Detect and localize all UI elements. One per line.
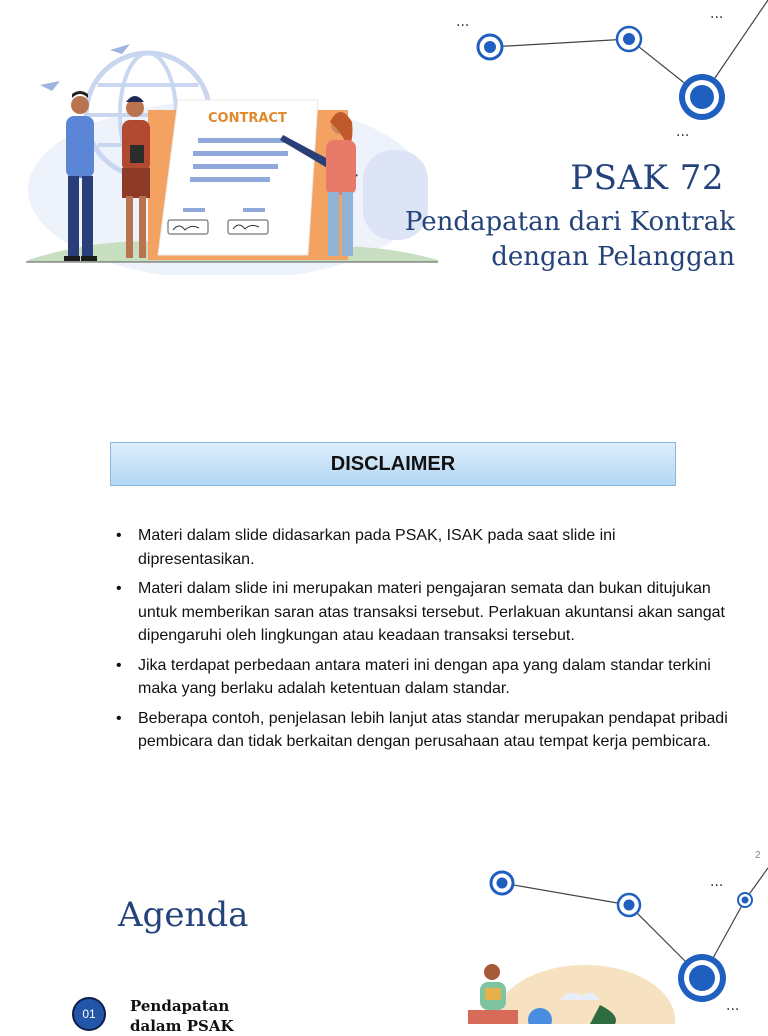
paper-plane-icon bbox=[40, 81, 60, 91]
network-node-small bbox=[478, 35, 502, 59]
disclaimer-list bbox=[116, 524, 734, 760]
network-node-large bbox=[678, 954, 726, 1002]
disclaimer-heading: DISCLAIMER bbox=[110, 442, 676, 486]
disclaimer-item: • Beberapa contoh, penjelasan lebih lanjut atas standar merupakan pendapat pribadi pembicara dan tidak berkaitan dengan perusahaan atau tempat kerja pembicara. bbox=[116, 707, 734, 754]
disclaimer-item: • Materi dalam slide ini merupakan materi pengajaran semata dan bukan ditujukan untuk memberikan saran atas transaksi tersebut. Perlakuan akuntansi akan sangat dipengaruhi oleh lingkungan atau keadaan transaksi tersebut. bbox=[116, 577, 734, 648]
network-node-small bbox=[738, 893, 752, 907]
disclaimer-item: • Jika terdapat perbedaan antara materi ini dengan apa yang dalam standar terkini maka yang berlaku adalah ketentuan dalam standar. bbox=[116, 654, 734, 701]
ellipsis-mark: ... bbox=[710, 874, 724, 890]
agenda-illustration bbox=[468, 964, 675, 1024]
subtitle-line: dengan Pelanggan bbox=[491, 242, 735, 272]
network-decoration bbox=[440, 0, 768, 150]
contract-label: CONTRACT bbox=[208, 111, 287, 126]
agenda-title: Agenda bbox=[118, 895, 249, 935]
slide-title: PSAK 72 bbox=[570, 158, 724, 198]
slide-subtitle bbox=[405, 205, 735, 275]
ellipsis-mark: ... bbox=[726, 998, 740, 1014]
ellipsis-mark: ... bbox=[710, 6, 724, 22]
disclaimer-item: • Materi dalam slide didasarkan pada PSAK, ISAK pada saat slide ini dipresentasikan. bbox=[116, 524, 734, 571]
ellipsis-mark: ... bbox=[676, 124, 690, 140]
network-node-medium bbox=[618, 894, 640, 916]
subtitle-line: Pendapatan dari Kontrak bbox=[404, 207, 735, 237]
network-node-medium bbox=[617, 27, 641, 51]
page-number: 2 bbox=[755, 850, 761, 861]
network-node-small bbox=[491, 872, 513, 894]
network-decoration bbox=[440, 860, 768, 1024]
title-slide bbox=[0, 0, 768, 420]
agenda-item-label: Pendapatan dalam PSAK bbox=[130, 997, 234, 1035]
network-node-large bbox=[679, 74, 725, 120]
agenda-number-badge: 01 bbox=[72, 997, 106, 1031]
paper-plane-icon bbox=[110, 44, 130, 54]
ellipsis-mark: ... bbox=[456, 14, 470, 30]
contract-illustration bbox=[18, 40, 440, 275]
contract-document bbox=[158, 100, 318, 255]
